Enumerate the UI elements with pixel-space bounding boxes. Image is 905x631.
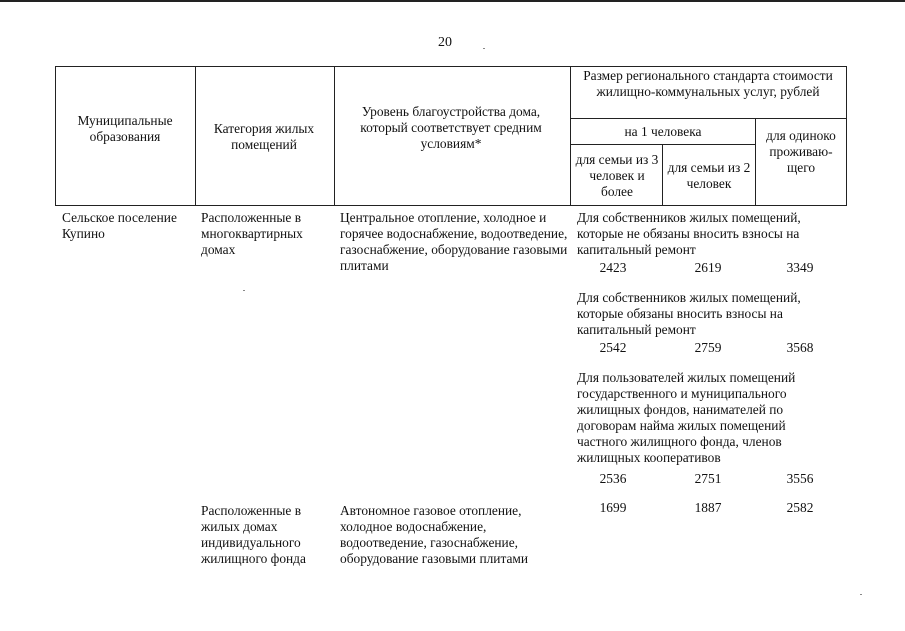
value-family3: 2542 — [599, 340, 627, 355]
top-border-line — [0, 0, 905, 2]
table-top-border — [55, 66, 847, 67]
header-single: для одиноко проживаю-щего — [766, 128, 836, 175]
amenities-apartment-buildings: Центральное отопление, холодное и горячее водоснабжение, водоотведение, газоснабжение, оборудование газовыми плитами — [340, 210, 568, 273]
header-housing-category: Категория жилых помещений — [213, 121, 315, 152]
table-right-border — [846, 66, 847, 206]
value-family2: 2619 — [694, 260, 722, 275]
header-amenities-level: Уровень благоустройства дома, который соответствует средним условиям* — [360, 104, 542, 151]
value-family3: 2423 — [599, 260, 627, 275]
col-divider-1 — [195, 66, 196, 206]
value-family3: 1699 — [599, 500, 627, 515]
header-family-3: для семьи из 3 человек и более — [575, 152, 659, 199]
group-label-tenants: Для пользователей жилых помещений государственного и муниципального жилищных фондов, нанимателей по договорам найма жилых помещений частного жилищного фонда, членов жилищных кооперативов — [577, 370, 796, 465]
municipality-name: Сельское поселение Купино — [62, 210, 177, 241]
col-divider-2 — [334, 66, 335, 206]
value-single: 3568 — [786, 340, 814, 355]
header-bottom-border — [55, 205, 847, 206]
header-subrow-border — [570, 118, 847, 119]
value-single: 3349 — [786, 260, 814, 275]
page-number: 20 — [438, 35, 452, 50]
header-municipalities: Муниципальные образования — [77, 113, 173, 144]
scan-speck — [860, 594, 862, 595]
scan-speck — [483, 48, 485, 49]
col-divider-4 — [662, 144, 663, 206]
category-apartment-buildings: Расположенные в многоквартирных домах — [201, 210, 303, 257]
scan-speck — [243, 290, 245, 291]
value-family2: 2759 — [694, 340, 722, 355]
value-single: 3556 — [786, 471, 814, 486]
group-label-owners-no-repair: Для собственников жилых помещений, которые не обязаны вносить взносы на капитальный ремонт — [577, 210, 801, 257]
header-family-2: для семьи из 2 человек — [667, 160, 751, 191]
value-family3: 2536 — [599, 471, 627, 486]
table-left-border — [55, 66, 56, 206]
header-standard-size: Размер регионального стандарта стоимости жилищно-коммунальных услуг, рублей — [583, 68, 833, 99]
col-divider-3 — [570, 66, 571, 206]
col-divider-5 — [755, 118, 756, 206]
header-per-person: на 1 человека — [624, 124, 702, 139]
category-individual-houses: Расположенные в жилых домах индивидуального жилищного фонда — [201, 503, 306, 566]
value-family2: 1887 — [694, 500, 722, 515]
amenities-individual-houses: Автономное газовое отопление, холодное водоснабжение, водоотведение, газоснабжение, оборудование газовыми плитами — [340, 503, 529, 566]
value-family2: 2751 — [694, 471, 722, 486]
value-single: 2582 — [786, 500, 814, 515]
group-label-owners-with-repair: Для собственников жилых помещений, которые обязаны вносить взносы на капитальный ремонт — [577, 290, 801, 337]
